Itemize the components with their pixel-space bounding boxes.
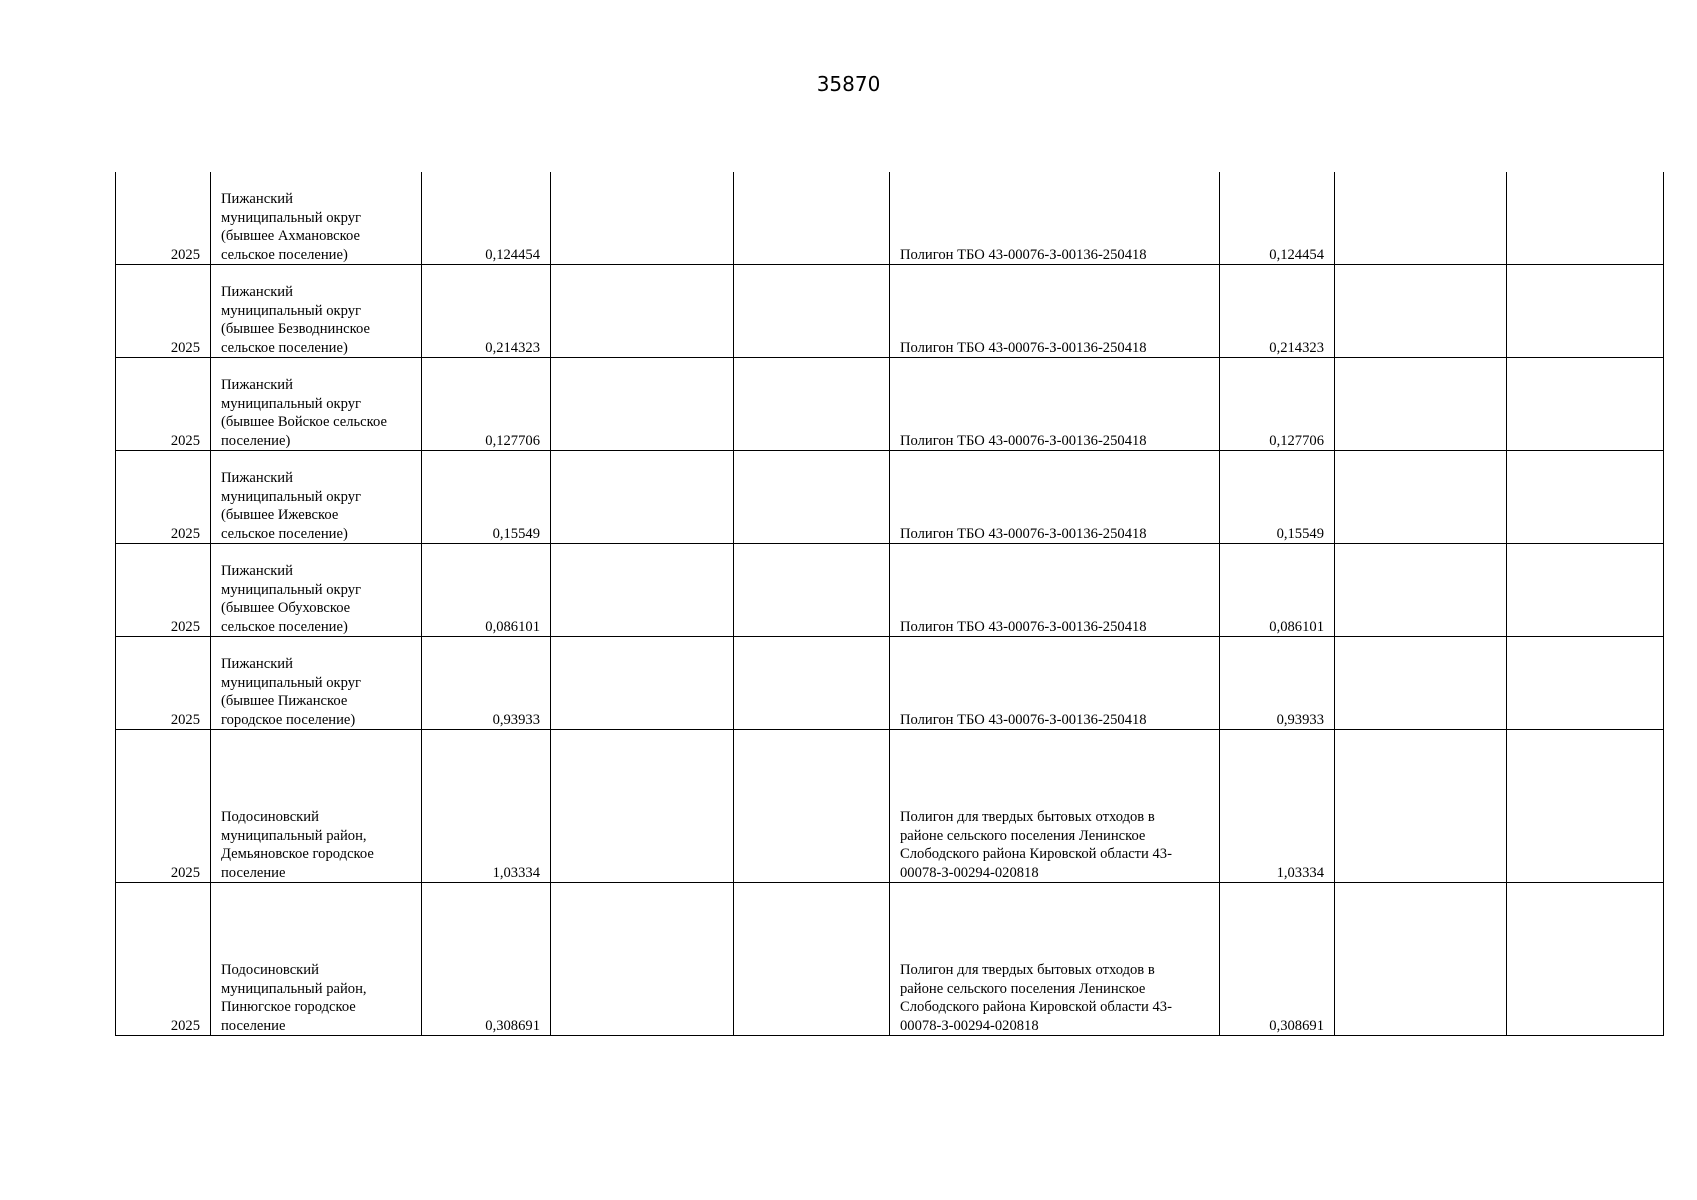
facility-volume-text: 0,127706 <box>1269 432 1324 449</box>
volume-cell <box>422 637 551 730</box>
facility-cell <box>890 358 1220 451</box>
facility-volume-text: 0,93933 <box>1276 711 1324 728</box>
empty-cell <box>1335 265 1507 358</box>
empty-cell <box>551 544 734 637</box>
facility-volume-cell <box>1220 451 1335 544</box>
empty-cell <box>1335 172 1507 265</box>
table-row <box>116 172 1664 265</box>
municipality-text: Пижанский муниципальный округ (бывшее Пижанское городское поселение) <box>221 656 361 728</box>
empty-cell <box>1507 358 1664 451</box>
year-text: 2025 <box>170 1017 200 1034</box>
year-cell <box>116 358 211 451</box>
facility-cell <box>890 730 1220 883</box>
facility-cell <box>890 172 1220 265</box>
empty-cell <box>734 358 890 451</box>
volume-cell <box>422 883 551 1036</box>
volume-text: 0,127706 <box>485 432 540 449</box>
municipality-cell <box>211 358 422 451</box>
page-number: 35870 <box>816 72 881 96</box>
municipality-text: Пижанский муниципальный округ (бывшее Безводнинское сельское поселение) <box>221 284 370 356</box>
municipality-text: Подосиновский муниципальный район, Пинюгское городское поселение <box>221 962 367 1034</box>
empty-cell <box>551 730 734 883</box>
empty-cell <box>1507 451 1664 544</box>
empty-cell <box>1507 730 1664 883</box>
empty-cell <box>551 883 734 1036</box>
empty-cell <box>734 637 890 730</box>
year-text: 2025 <box>170 711 200 728</box>
volume-text: 0,086101 <box>485 618 540 635</box>
empty-cell <box>551 451 734 544</box>
year-cell <box>116 544 211 637</box>
table-row <box>116 637 1664 730</box>
facility-text: Полигон ТБО 43-00076-З-00136-250418 <box>900 618 1147 635</box>
volume-text: 0,124454 <box>485 246 540 263</box>
empty-cell <box>1335 883 1507 1036</box>
year-cell <box>116 883 211 1036</box>
empty-cell <box>1335 637 1507 730</box>
volume-cell <box>422 358 551 451</box>
municipality-cell <box>211 172 422 265</box>
facility-volume-cell <box>1220 265 1335 358</box>
facility-volume-cell <box>1220 637 1335 730</box>
facility-volume-text: 0,086101 <box>1269 618 1324 635</box>
municipality-text: Подосиновский муниципальный район, Демьяновское городское поселение <box>221 809 374 881</box>
table-row <box>116 451 1664 544</box>
empty-cell <box>734 730 890 883</box>
year-text: 2025 <box>170 618 200 635</box>
facility-volume-text: 0,214323 <box>1269 339 1324 356</box>
empty-cell <box>551 637 734 730</box>
empty-cell <box>734 172 890 265</box>
empty-cell <box>1507 172 1664 265</box>
volume-cell <box>422 544 551 637</box>
facility-text: Полигон ТБО 43-00076-З-00136-250418 <box>900 711 1147 728</box>
empty-cell <box>734 544 890 637</box>
year-cell <box>116 451 211 544</box>
volume-text: 0,93933 <box>492 711 540 728</box>
municipality-cell <box>211 730 422 883</box>
municipality-cell <box>211 637 422 730</box>
volume-cell <box>422 172 551 265</box>
municipality-text: Пижанский муниципальный округ (бывшее Обуховское сельское поселение) <box>221 563 361 635</box>
table-body <box>116 172 1664 1036</box>
municipality-text: Пижанский муниципальный округ (бывшее Ахмановское сельское поселение) <box>221 191 361 263</box>
facility-volume-text: 1,03334 <box>1276 864 1324 881</box>
year-cell <box>116 265 211 358</box>
volume-cell <box>422 730 551 883</box>
municipality-cell <box>211 544 422 637</box>
municipality-text: Пижанский муниципальный округ (бывшее Ижевское сельское поселение) <box>221 470 361 542</box>
facility-cell <box>890 637 1220 730</box>
year-text: 2025 <box>170 432 200 449</box>
facility-volume-text: 0,124454 <box>1269 246 1324 263</box>
facility-volume-cell <box>1220 883 1335 1036</box>
year-text: 2025 <box>170 339 200 356</box>
empty-cell <box>1507 883 1664 1036</box>
empty-cell <box>551 265 734 358</box>
facility-text: Полигон ТБО 43-00076-З-00136-250418 <box>900 339 1147 356</box>
facility-cell <box>890 265 1220 358</box>
year-cell <box>116 637 211 730</box>
facility-text: Полигон для твердых бытовых отходов в районе сельского поселения Ленинское Слободского района Кировской области 43- 00078-З-00294-020818 <box>900 962 1172 1034</box>
municipality-cell <box>211 883 422 1036</box>
empty-cell <box>551 172 734 265</box>
municipality-text: Пижанский муниципальный округ (бывшее Войское сельское поселение) <box>221 377 387 449</box>
empty-cell <box>1335 544 1507 637</box>
empty-cell <box>1335 451 1507 544</box>
facility-volume-text: 0,308691 <box>1269 1017 1324 1034</box>
year-text: 2025 <box>170 864 200 881</box>
facility-volume-text: 0,15549 <box>1276 525 1324 542</box>
facility-volume-cell <box>1220 730 1335 883</box>
empty-cell <box>1507 544 1664 637</box>
year-text: 2025 <box>170 525 200 542</box>
volume-text: 0,308691 <box>485 1017 540 1034</box>
empty-cell <box>551 358 734 451</box>
facility-cell <box>890 544 1220 637</box>
table-row <box>116 265 1664 358</box>
year-cell <box>116 172 211 265</box>
table-row <box>116 544 1664 637</box>
municipality-cell <box>211 265 422 358</box>
volume-text: 0,214323 <box>485 339 540 356</box>
empty-cell <box>734 451 890 544</box>
waste-volume-table <box>115 172 1664 1036</box>
facility-volume-cell <box>1220 544 1335 637</box>
empty-cell <box>734 883 890 1036</box>
table-row <box>116 358 1664 451</box>
volume-text: 0,15549 <box>492 525 540 542</box>
facility-cell <box>890 451 1220 544</box>
empty-cell <box>1507 637 1664 730</box>
facility-volume-cell <box>1220 172 1335 265</box>
table-row <box>116 883 1664 1036</box>
empty-cell <box>734 265 890 358</box>
municipality-cell <box>211 451 422 544</box>
facility-text: Полигон ТБО 43-00076-З-00136-250418 <box>900 246 1147 263</box>
empty-cell <box>1335 358 1507 451</box>
year-cell <box>116 730 211 883</box>
table-row <box>116 730 1664 883</box>
volume-cell <box>422 451 551 544</box>
facility-text: Полигон ТБО 43-00076-З-00136-250418 <box>900 432 1147 449</box>
volume-text: 1,03334 <box>492 864 540 881</box>
empty-cell <box>1507 265 1664 358</box>
facility-text: Полигон ТБО 43-00076-З-00136-250418 <box>900 525 1147 542</box>
facility-text: Полигон для твердых бытовых отходов в районе сельского поселения Ленинское Слободского района Кировской области 43- 00078-З-00294-020818 <box>900 809 1172 881</box>
empty-cell <box>1335 730 1507 883</box>
volume-cell <box>422 265 551 358</box>
facility-cell <box>890 883 1220 1036</box>
year-text: 2025 <box>170 246 200 263</box>
facility-volume-cell <box>1220 358 1335 451</box>
